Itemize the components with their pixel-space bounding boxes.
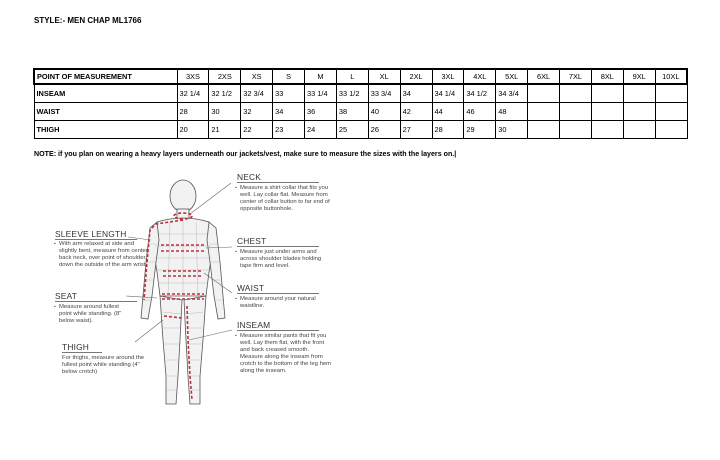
column-header: 5XL bbox=[496, 69, 528, 84]
column-header: S bbox=[273, 69, 305, 84]
table-cell: 34 3/4 bbox=[496, 84, 528, 103]
column-header: XL bbox=[368, 69, 400, 84]
table-cell: 20 bbox=[177, 121, 209, 139]
table-cell: 33 bbox=[273, 84, 305, 103]
waist-description: ▪ Measure around your natural waistline. bbox=[235, 296, 320, 310]
row-label: THIGH bbox=[34, 121, 177, 139]
inseam-description: ▪ Measure similar pants that fit you well. Lay them flat, with the front and back creased smooth. Measure along the inseam from crotch to the bottom of the leg hem along the inseam. bbox=[235, 333, 332, 375]
column-header: 2XL bbox=[400, 69, 432, 84]
seat-description: ▪ Measure around fullest point while standing. (8" below waist). bbox=[54, 304, 131, 325]
table-cell: 21 bbox=[209, 121, 241, 139]
table-cell: 25 bbox=[336, 121, 368, 139]
table-cell: 32 bbox=[241, 103, 273, 121]
table-cell: 33 3/4 bbox=[368, 84, 400, 103]
column-header: 7XL bbox=[560, 69, 592, 84]
neck-label: NECK bbox=[237, 172, 319, 183]
figure-right-arm bbox=[207, 222, 225, 319]
table-cell: 28 bbox=[177, 103, 209, 121]
column-header: 3XL bbox=[432, 69, 464, 84]
table-cell: 33 1/4 bbox=[305, 84, 337, 103]
row-label: WAIST bbox=[34, 103, 177, 121]
table-cell: 30 bbox=[209, 103, 241, 121]
table-cell: 24 bbox=[305, 121, 337, 139]
table-cell: 29 bbox=[464, 121, 496, 139]
table-cell: 48 bbox=[496, 103, 528, 121]
table-cell: 28 bbox=[432, 121, 464, 139]
table-cell: 38 bbox=[336, 103, 368, 121]
table-cell: 34 1/2 bbox=[464, 84, 496, 103]
table-cell: 32 1/2 bbox=[209, 84, 241, 103]
column-header: 9XL bbox=[623, 69, 655, 84]
column-header: M bbox=[305, 69, 337, 84]
inseam-label: INSEAM bbox=[237, 320, 319, 331]
neck-description: ▪ Measure a shirt collar that fits you well. Lay collar flat. Measure from center of collar button to far end of opposite buttonhole. bbox=[235, 185, 332, 213]
thigh-label: THIGH bbox=[62, 342, 102, 353]
column-header: L bbox=[336, 69, 368, 84]
table-cell: 42 bbox=[400, 103, 432, 121]
column-header: 3XS bbox=[177, 69, 209, 84]
column-header: POINT OF MEASUREMENT bbox=[34, 69, 177, 84]
table-cell: 30 bbox=[496, 121, 528, 139]
table-cell: 27 bbox=[400, 121, 432, 139]
table-cell: 23 bbox=[273, 121, 305, 139]
table-cell: 32 3/4 bbox=[241, 84, 273, 103]
column-header: XS bbox=[241, 69, 273, 84]
column-header: 4XL bbox=[464, 69, 496, 84]
table-cell: 33 1/2 bbox=[336, 84, 368, 103]
chest-description: ▪ Measure just under arms and across shoulder blades holding tape firm and level. bbox=[235, 249, 332, 270]
table-cell: 26 bbox=[368, 121, 400, 139]
seat-label: SEAT bbox=[55, 291, 137, 302]
column-header: 6XL bbox=[528, 69, 560, 84]
table-cell: 46 bbox=[464, 103, 496, 121]
sleeve-length-description: ▪ With arm relaxed at side and slightly bent, measure from center back neck, over point of shoulder, down the outside of the arm wrist. bbox=[54, 241, 149, 269]
sleeve-length-label: SLEEVE LENGTH bbox=[55, 229, 137, 240]
column-header: 10XL bbox=[655, 69, 687, 84]
table-cell: 40 bbox=[368, 103, 400, 121]
thigh-description: For thighs, measure around the fullest point while standing (4" below crotch) bbox=[62, 355, 145, 375]
layering-note: NOTE: if you plan on wearing a heavy layers underneath our jackets/vest, make sure to measure the sizes with the layers on.| bbox=[34, 150, 457, 158]
waist-label: WAIST bbox=[237, 283, 319, 294]
table-cell: 34 bbox=[400, 84, 432, 103]
style-title: STYLE:- MEN CHAP ML1766 bbox=[34, 16, 142, 25]
seat-measure-line bbox=[162, 294, 204, 299]
table-cell: 34 1/4 bbox=[432, 84, 464, 103]
table-cell: 34 bbox=[273, 103, 305, 121]
table-cell: 36 bbox=[305, 103, 337, 121]
column-header: 8XL bbox=[591, 69, 623, 84]
column-header: 2XS bbox=[209, 69, 241, 84]
table-cell: 22 bbox=[241, 121, 273, 139]
chest-label: CHEST bbox=[237, 236, 319, 247]
table-cell: 44 bbox=[432, 103, 464, 121]
row-label: INSEAM bbox=[34, 84, 177, 103]
table-cell: 32 1/4 bbox=[177, 84, 209, 103]
figure-head bbox=[170, 180, 196, 212]
